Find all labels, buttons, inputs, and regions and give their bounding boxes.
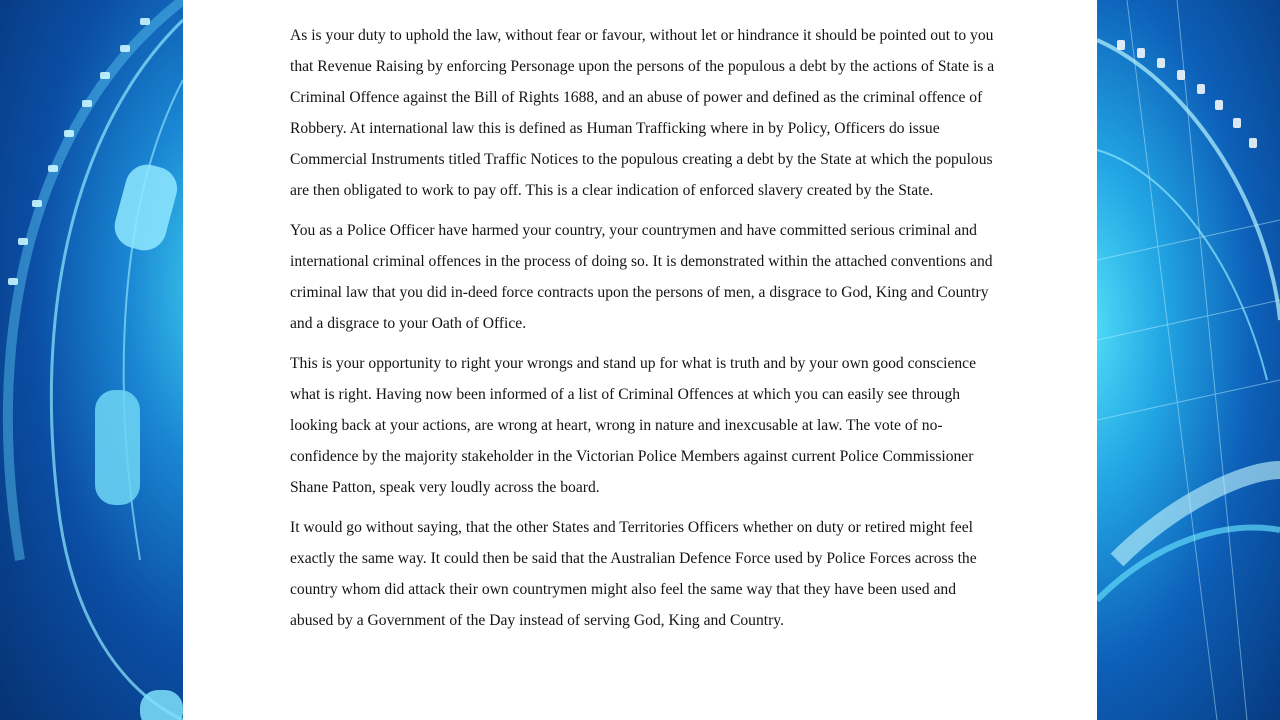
- right-tech-ring-graphic: [1097, 0, 1280, 720]
- document-page: [183, 0, 1097, 720]
- right-background-decoration: [1097, 0, 1280, 720]
- paragraph-harm: You as a Police Officer have harmed your country, your countrymen and have committed serious criminal and international criminal offences in the process of doing so. It is demonstrated within the attached conventions and criminal law that you did in-deed force contracts upon the persons of men, a disgrace to God, King and Country and a disgrace to your Oath of Office.: [290, 222, 993, 332]
- paragraph-duty: As is your duty to uphold the law, without fear or favour, without let or hindrance it should be pointed out to you that Revenue Raising by enforcing Personage upon the persons of the populous a debt by the actions of State is a Criminal Offence against the Bill of Rights 1688, and an abuse of power and defined as the criminal offence of Robbery. At international law this is defined as Human Trafficking where in by Policy, Officers do issue Commercial Instruments titled Traffic Notices to the populous creating a debt by the State at which the populous are then obligated to work to pay off. This is a clear indication of enforced slavery created by the State.: [290, 27, 995, 199]
- paragraph-opportunity: This is your opportunity to right your wrongs and stand up for what is truth and by your own good conscience what is right. Having now been informed of a list of Criminal Offences at which you can easily see through looking back at your actions, are wrong at heart, wrong in nature and inexcusable at law. The vote of no-confidence by the majority stakeholder in the Victorian Police Members against current Police Commissioner Shane Patton, speak very loudly across the board.: [290, 355, 977, 496]
- left-background-decoration: [0, 0, 183, 720]
- paragraph-other-states: It would go without saying, that the other States and Territories Officers whether on duty or retired might feel exactly the same way. It could then be said that the Australian Defence Force used by Police Forces across the country whom did attack their own countrymen might also feel the same way that they have been used and abused by a Government of the Day instead of serving God, King and Country.: [290, 519, 977, 629]
- left-tech-ring-graphic: [0, 0, 183, 720]
- document-body: [290, 20, 1000, 645]
